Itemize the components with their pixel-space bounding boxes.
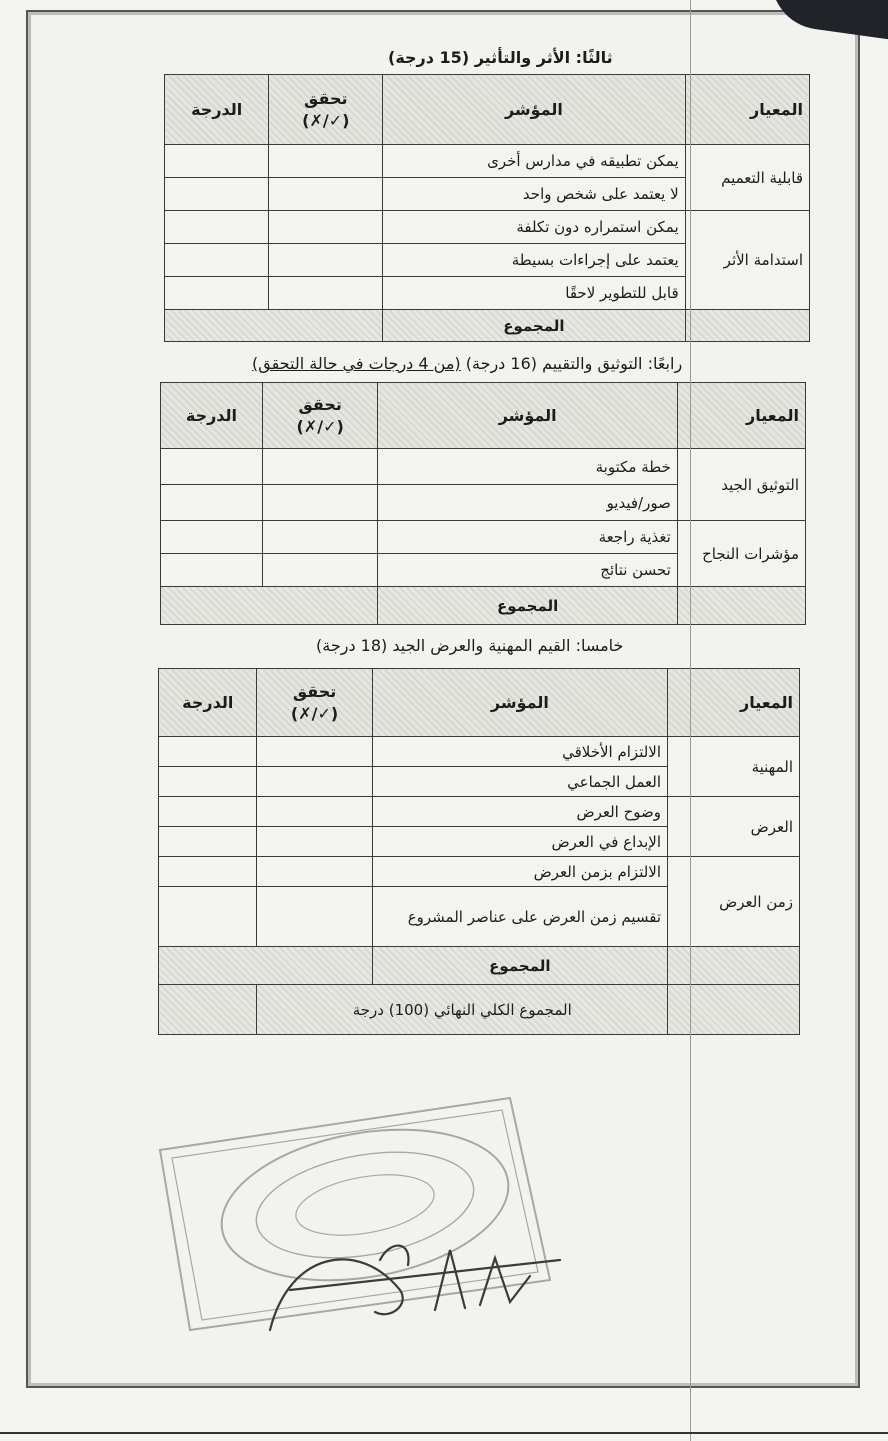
section4-table (160, 382, 806, 625)
grade-cell[interactable] (165, 178, 269, 211)
criterion-cell: العرض (668, 797, 800, 857)
check-cell[interactable] (257, 767, 372, 797)
header-indicator: المؤشر (383, 75, 685, 145)
official-stamp-and-signature (150, 1080, 570, 1360)
header-grade: الدرجة (165, 75, 269, 145)
grade-cell[interactable] (161, 521, 263, 554)
check-cell[interactable] (257, 857, 372, 887)
indicator-cell: قابل للتطوير لاحقًا (383, 277, 685, 310)
table-row (159, 737, 800, 767)
check-cell[interactable] (269, 211, 383, 244)
indicator-cell: يمكن تطبيقه في مدارس أخرى (383, 145, 685, 178)
section3-title: ثالثًا: الأثر والتأثير (15 درجة) (388, 48, 613, 67)
indicator-cell: وضوح العرض (372, 797, 667, 827)
section5-title: خامسا: القيم المهنية والعرض الجيد (18 درجة) (316, 636, 624, 655)
grade-cell[interactable] (161, 554, 263, 587)
check-cell[interactable] (257, 887, 372, 947)
table-row (165, 211, 810, 244)
header-criterion: المعيار (668, 669, 800, 737)
header-grade: الدرجة (159, 669, 257, 737)
grade-cell[interactable] (159, 767, 257, 797)
total-row (161, 587, 806, 625)
check-cell[interactable] (269, 244, 383, 277)
header-check: تحقق (✓/✗) (262, 383, 378, 449)
indicator-cell: خطة مكتوبة (378, 449, 677, 485)
indicator-cell: تحسن نتائج (378, 554, 677, 587)
indicator-cell: الإبداع في العرض (372, 827, 667, 857)
table-row (161, 521, 806, 554)
total-value-cell[interactable] (165, 310, 383, 342)
header-indicator: المؤشر (372, 669, 667, 737)
header-grade: الدرجة (161, 383, 263, 449)
section5-table (158, 668, 800, 1035)
criterion-cell: مؤشرات النجاح (677, 521, 805, 587)
header-check: تحقق (✓/✗) (257, 669, 372, 737)
grand-total-row (159, 985, 800, 1035)
total-value-cell[interactable] (159, 947, 373, 985)
indicator-cell: تغذية راجعة (378, 521, 677, 554)
indicator-cell: العمل الجماعي (372, 767, 667, 797)
table-row (159, 857, 800, 887)
header-criterion: المعيار (685, 75, 809, 145)
grade-cell[interactable] (161, 449, 263, 485)
check-cell[interactable] (269, 178, 383, 211)
check-cell[interactable] (257, 827, 372, 857)
header-criterion: المعيار (677, 383, 805, 449)
total-label: المجموع (383, 310, 685, 342)
criterion-cell: التوثيق الجيد (677, 449, 805, 521)
criterion-cell: قابلية التعميم (685, 145, 809, 211)
total-row (165, 310, 810, 342)
table-row (165, 145, 810, 178)
grade-cell[interactable] (165, 244, 269, 277)
header-indicator: المؤشر (378, 383, 677, 449)
total-label: المجموع (378, 587, 677, 625)
check-cell[interactable] (262, 521, 378, 554)
bottom-edge-line (0, 1432, 888, 1434)
total-value-cell[interactable] (161, 587, 378, 625)
grade-cell[interactable] (165, 145, 269, 178)
page-fold-line (690, 0, 691, 1441)
grade-cell[interactable] (159, 827, 257, 857)
grade-cell[interactable] (159, 887, 257, 947)
check-cell[interactable] (269, 277, 383, 310)
grade-cell[interactable] (165, 277, 269, 310)
grade-cell[interactable] (165, 211, 269, 244)
indicator-cell: الالتزام الأخلاقي (372, 737, 667, 767)
criterion-cell: زمن العرض (668, 857, 800, 947)
indicator-cell: تقسيم زمن العرض على عناصر المشروع (372, 887, 667, 947)
table-row (161, 449, 806, 485)
grade-cell[interactable] (161, 485, 263, 521)
check-cell[interactable] (257, 737, 372, 767)
check-cell[interactable] (262, 449, 378, 485)
table-row (159, 797, 800, 827)
section3-table (164, 74, 810, 342)
indicator-cell: لا يعتمد على شخص واحد (383, 178, 685, 211)
grade-cell[interactable] (159, 737, 257, 767)
indicator-cell: الالتزام بزمن العرض (372, 857, 667, 887)
criterion-cell: استدامة الأثر (685, 211, 809, 310)
indicator-cell: يعتمد على إجراءات بسيطة (383, 244, 685, 277)
grade-cell[interactable] (159, 857, 257, 887)
check-cell[interactable] (257, 797, 372, 827)
total-label: المجموع (372, 947, 667, 985)
criterion-cell: المهنية (668, 737, 800, 797)
total-row (159, 947, 800, 985)
grand-total-value-cell[interactable] (159, 985, 257, 1035)
header-check: تحقق (✓/✗) (269, 75, 383, 145)
grade-cell[interactable] (159, 797, 257, 827)
grand-total-label: المجموع الكلي النهائي (100) درجة (257, 985, 668, 1035)
check-cell[interactable] (262, 554, 378, 587)
check-cell[interactable] (269, 145, 383, 178)
check-cell[interactable] (262, 485, 378, 521)
indicator-cell: صور/فيديو (378, 485, 677, 521)
indicator-cell: يمكن استمراره دون تكلفة (383, 211, 685, 244)
section4-title: رابعًا: التوثيق والتقييم (16 درجة) (من 4 درجات في حالة التحقق) (252, 354, 683, 373)
